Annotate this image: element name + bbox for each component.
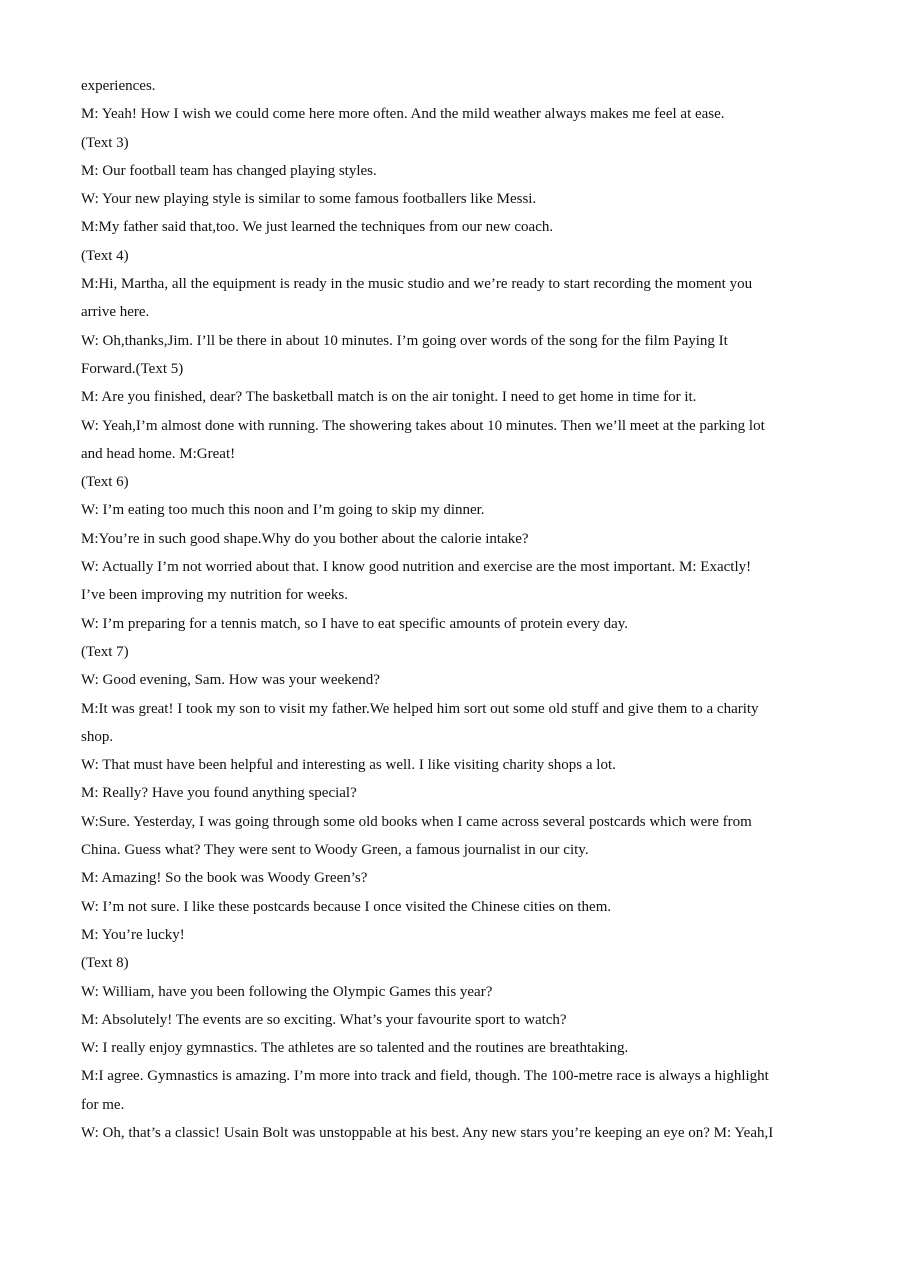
text-line: W: William, have you been following the Olympic Games this year?	[81, 983, 493, 1000]
text-line: and head home. M:Great!	[81, 445, 236, 462]
text-line: China. Guess what? They were sent to Woody Green, a famous journalist in our city.	[81, 842, 589, 859]
text-line: I’ve been improving my nutrition for weeks.	[81, 587, 349, 604]
text-line: M:You’re in such good shape.Why do you bother about the calorie intake?	[81, 530, 529, 547]
text-line: experiences.	[81, 78, 156, 94]
text-line: W: Good evening, Sam. How was your weekend?	[81, 672, 380, 689]
text-line: M: Yeah! How I wish we could come here more often. And the mild weather always makes me feel at ease.	[81, 106, 725, 123]
text-line: M:My father said that,too. We just learned the techniques from our new coach.	[81, 219, 554, 236]
text-line: arrive here.	[81, 304, 150, 321]
text-line: W: Your new playing style is similar to some famous footballers like Messi.	[81, 191, 537, 208]
text-line: W: I’m not sure. I like these postcards because I once visited the Chinese cities on them.	[81, 898, 612, 915]
section-heading: (Text 8)	[81, 955, 129, 972]
section-heading: (Text 7)	[81, 643, 129, 660]
text-line: M: You’re lucky!	[81, 926, 185, 943]
section-heading: (Text 4)	[81, 247, 129, 264]
text-line: M: Are you finished, dear? The basketball match is on the air tonight. I need to get home in time for it.	[81, 389, 697, 406]
text-line: M: Our football team has changed playing styles.	[81, 162, 377, 179]
transcript-page	[81, 72, 821, 1147]
text-line: M:Hi, Martha, all the equipment is ready in the music studio and we’re ready to start recording the moment you	[81, 276, 753, 293]
text-line: W: Oh, that’s a classic! Usain Bolt was unstoppable at his best. Any new stars you’re keeping an eye on? M: Yeah,I	[81, 1124, 774, 1141]
text-line: M: Amazing! So the book was Woody Green’s?	[81, 870, 368, 887]
text-line: shop.	[81, 728, 114, 745]
text-line: for me.	[81, 1096, 125, 1113]
text-line: M:I agree. Gymnastics is amazing. I’m more into track and field, though. The 100-metre race is always a highlight	[81, 1068, 769, 1085]
text-line: W: That must have been helpful and interesting as well. I like visiting charity shops a lot.	[81, 757, 616, 774]
text-line: M: Really? Have you found anything special?	[81, 785, 357, 802]
text-line: M:It was great! I took my son to visit my father.We helped him sort out some old stuff and give them to a charity	[81, 700, 759, 717]
text-line: W: I’m eating too much this noon and I’m going to skip my dinner.	[81, 502, 485, 519]
text-line: W: I really enjoy gymnastics. The athletes are so talented and the routines are breathtaking.	[81, 1040, 629, 1057]
text-line: W: I’m preparing for a tennis match, so I have to eat specific amounts of protein every day.	[81, 615, 629, 632]
text-line: W:Sure. Yesterday, I was going through some old books when I came across several postcards which were from	[81, 813, 752, 830]
text-line: W: Actually I’m not worried about that. I know good nutrition and exercise are the most important. M: Exactly!	[81, 559, 752, 576]
text-line: W: Oh,thanks,Jim. I’ll be there in about 10 minutes. I’m going over words of the song for the film Paying It	[81, 332, 728, 349]
section-heading: (Text 3)	[81, 134, 129, 151]
text-line: Forward.(Text 5)	[81, 360, 184, 377]
text-line: M: Absolutely! The events are so exciting. What’s your favourite sport to watch?	[81, 1011, 567, 1028]
section-heading: (Text 6)	[81, 474, 129, 491]
text-line: W: Yeah,I’m almost done with running. The showering takes about 10 minutes. Then we’ll meet at the parking lot	[81, 417, 765, 434]
